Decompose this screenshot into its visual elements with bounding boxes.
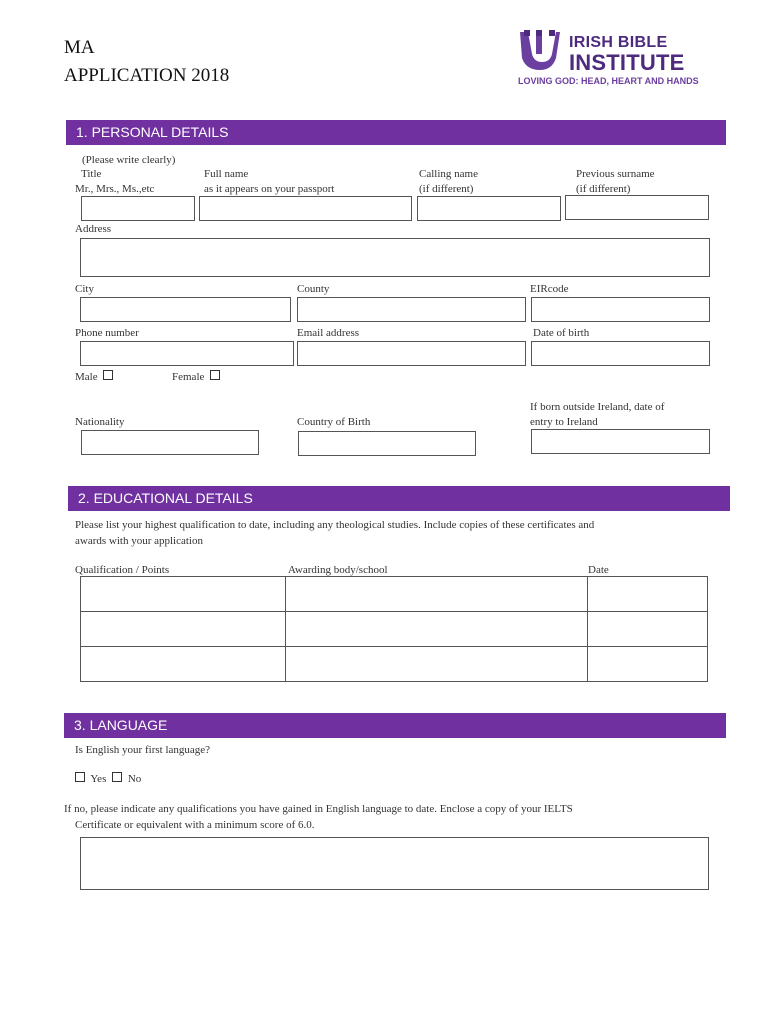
awarding-body-cell[interactable] xyxy=(286,577,588,612)
calling-name-hint: (if different) xyxy=(419,183,474,195)
country-of-birth-label: Country of Birth xyxy=(297,416,371,428)
date-cell[interactable] xyxy=(588,577,708,612)
previous-surname-label: Previous surname xyxy=(576,168,655,180)
nationality-input[interactable] xyxy=(81,430,259,455)
female-checkbox[interactable] xyxy=(210,370,220,380)
qualifications-table xyxy=(80,576,708,682)
table-row xyxy=(81,647,708,682)
table-row xyxy=(81,612,708,647)
female-label: Female xyxy=(172,371,205,383)
qualification-cell[interactable] xyxy=(81,577,286,612)
section-education-header: 2. EDUCATIONAL DETAILS xyxy=(68,486,730,511)
language-note-line2: Certificate or equivalent with a minimum score of 6.0. xyxy=(75,819,315,831)
first-language-options xyxy=(72,772,141,787)
fullname-label: Full name xyxy=(204,168,249,180)
previous-surname-input[interactable] xyxy=(565,195,709,220)
phone-label: Phone number xyxy=(75,327,139,339)
calling-name-label: Calling name xyxy=(419,168,478,180)
page-title xyxy=(64,34,229,90)
male-checkbox[interactable] xyxy=(103,370,113,380)
language-note-line1: If no, please indicate any qualifications you have gained in English language to date. Enclose a copy of your IELTS xyxy=(64,803,573,815)
no-label: No xyxy=(127,773,142,785)
email-label: Email address xyxy=(297,327,360,339)
title-input[interactable] xyxy=(81,196,195,221)
address-label: Address xyxy=(75,223,112,235)
eircode-input[interactable] xyxy=(531,297,710,322)
male-label: Male xyxy=(75,371,98,383)
education-instructions xyxy=(75,517,594,549)
section-language-header: 3. LANGUAGE xyxy=(64,713,726,738)
date-cell[interactable] xyxy=(588,612,708,647)
logo-tagline: LOVING GOD: HEAD, HEART AND HANDS xyxy=(518,76,699,86)
col-date-label: Date xyxy=(588,564,609,576)
col-qualification-label: Qualification / Points xyxy=(75,564,170,576)
gender-female xyxy=(172,370,223,385)
country-of-birth-input[interactable] xyxy=(298,431,476,456)
title-label: Title xyxy=(81,168,102,180)
awarding-body-cell[interactable] xyxy=(286,612,588,647)
calling-name-input[interactable] xyxy=(417,196,561,221)
table-row xyxy=(81,577,708,612)
write-clearly-note: (Please write clearly) xyxy=(82,154,176,166)
qualification-cell[interactable] xyxy=(81,647,286,682)
first-language-question: Is English your first language? xyxy=(75,744,211,756)
yes-label: Yes xyxy=(90,773,107,785)
title-line-2: APPLICATION 2018 xyxy=(64,65,230,86)
qualification-cell[interactable] xyxy=(81,612,286,647)
address-input[interactable] xyxy=(80,238,710,277)
yes-checkbox[interactable] xyxy=(75,772,85,782)
education-instructions-line1: Please list your highest qualification to date, including any theological studies. Include copies of these certificates and xyxy=(75,519,595,531)
logo-shin-icon xyxy=(516,28,560,72)
city-input[interactable] xyxy=(80,297,291,322)
entry-date-label-line2: entry to Ireland xyxy=(530,416,598,428)
entry-date-label-line1: If born outside Ireland, date of xyxy=(530,401,665,413)
phone-input[interactable] xyxy=(80,341,294,366)
section-personal-header: 1. PERSONAL DETAILS xyxy=(66,120,726,145)
nationality-label: Nationality xyxy=(75,416,125,428)
english-qualifications-input[interactable] xyxy=(80,837,709,890)
logo-text-bottom: INSTITUTE xyxy=(569,50,685,75)
gender-male xyxy=(75,370,116,385)
fullname-hint: as it appears on your passport xyxy=(204,183,335,195)
no-checkbox[interactable] xyxy=(112,772,122,782)
county-label: County xyxy=(297,283,330,295)
logo-text-top: IRISH BIBLE xyxy=(569,34,668,51)
title-hint: Mr., Mrs., Ms.,etc xyxy=(75,183,155,195)
county-input[interactable] xyxy=(297,297,526,322)
eircode-label: EIRcode xyxy=(530,283,569,295)
date-cell[interactable] xyxy=(588,647,708,682)
col-awarding-body-label: Awarding body/school xyxy=(288,564,388,576)
education-instructions-line2: awards with your application xyxy=(75,535,203,547)
dob-input[interactable] xyxy=(531,341,710,366)
dob-label: Date of birth xyxy=(533,327,590,339)
city-label: City xyxy=(75,283,94,295)
title-line-1: MA xyxy=(64,37,95,58)
awarding-body-cell[interactable] xyxy=(286,647,588,682)
entry-date-input[interactable] xyxy=(531,429,710,454)
previous-surname-hint: (if different) xyxy=(576,183,631,195)
fullname-input[interactable] xyxy=(199,196,412,221)
email-input[interactable] xyxy=(297,341,526,366)
